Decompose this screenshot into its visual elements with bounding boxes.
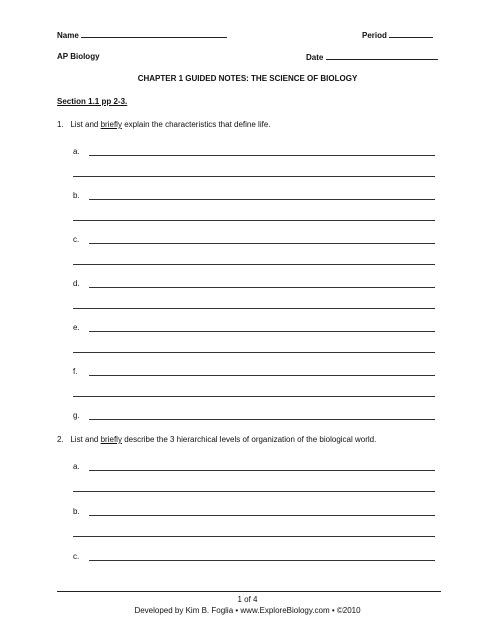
date-blank[interactable] <box>326 52 438 60</box>
answer-line-continued[interactable] <box>73 220 435 221</box>
answer-line[interactable] <box>89 243 435 244</box>
answer-line[interactable] <box>89 419 435 420</box>
answer-line-continued[interactable] <box>73 491 435 492</box>
answer-letter: g. <box>73 411 80 420</box>
question-text-pre: List and <box>70 435 99 444</box>
answer-line[interactable] <box>89 470 435 471</box>
period-field[interactable] <box>362 30 433 41</box>
answer-letter: d. <box>73 279 80 288</box>
question-text-post: explain the characteristics that define life. <box>124 120 271 129</box>
page-number: 1 of 4 <box>237 595 258 604</box>
date-label: Date <box>306 53 324 62</box>
question-2 <box>57 435 376 445</box>
question-number: 1. <box>57 120 64 129</box>
date-field[interactable] <box>306 52 438 63</box>
name-field[interactable] <box>57 30 227 41</box>
period-label: Period <box>362 31 387 40</box>
answer-line[interactable] <box>89 199 435 200</box>
answer-letter: a. <box>73 462 80 471</box>
answer-line[interactable] <box>89 515 435 516</box>
footer-divider <box>57 591 441 592</box>
answer-line-continued[interactable] <box>73 176 435 177</box>
name-blank[interactable] <box>81 30 227 38</box>
answer-letter: f. <box>73 367 78 376</box>
question-1 <box>57 120 271 130</box>
answer-letter: b. <box>73 507 80 516</box>
answer-line-continued[interactable] <box>73 396 435 397</box>
answer-line[interactable] <box>89 155 435 156</box>
answer-line-continued[interactable] <box>73 536 435 537</box>
footer-credit: Developed by Kim B. Foglia • www.ExploreBiology.com • ©2010 <box>134 606 361 615</box>
answer-letter: a. <box>73 147 80 156</box>
course-name: AP Biology <box>57 52 100 61</box>
answer-letter: e. <box>73 323 80 332</box>
question-text-pre: List and <box>70 120 99 129</box>
answer-line-continued[interactable] <box>73 264 435 265</box>
question-text-underlined: briefly <box>100 120 122 129</box>
name-label: Name <box>57 31 79 40</box>
answer-line[interactable] <box>89 331 435 332</box>
question-number: 2. <box>57 435 64 444</box>
answer-letter: c. <box>73 235 80 244</box>
section-heading: Section 1.1 pp 2-3. <box>57 97 128 106</box>
answer-line[interactable] <box>89 287 435 288</box>
period-blank[interactable] <box>389 30 433 38</box>
question-text-post: describe the 3 hierarchical levels of organization of the biological world. <box>124 435 377 444</box>
question-text-underlined: briefly <box>100 435 122 444</box>
answer-letter: c. <box>73 552 80 561</box>
answer-letter: b. <box>73 191 80 200</box>
answer-line[interactable] <box>89 375 435 376</box>
page-title: CHAPTER 1 GUIDED NOTES: THE SCIENCE OF BIOLOGY <box>137 74 358 83</box>
answer-line[interactable] <box>89 560 435 561</box>
answer-line-continued[interactable] <box>73 352 435 353</box>
answer-line-continued[interactable] <box>73 308 435 309</box>
